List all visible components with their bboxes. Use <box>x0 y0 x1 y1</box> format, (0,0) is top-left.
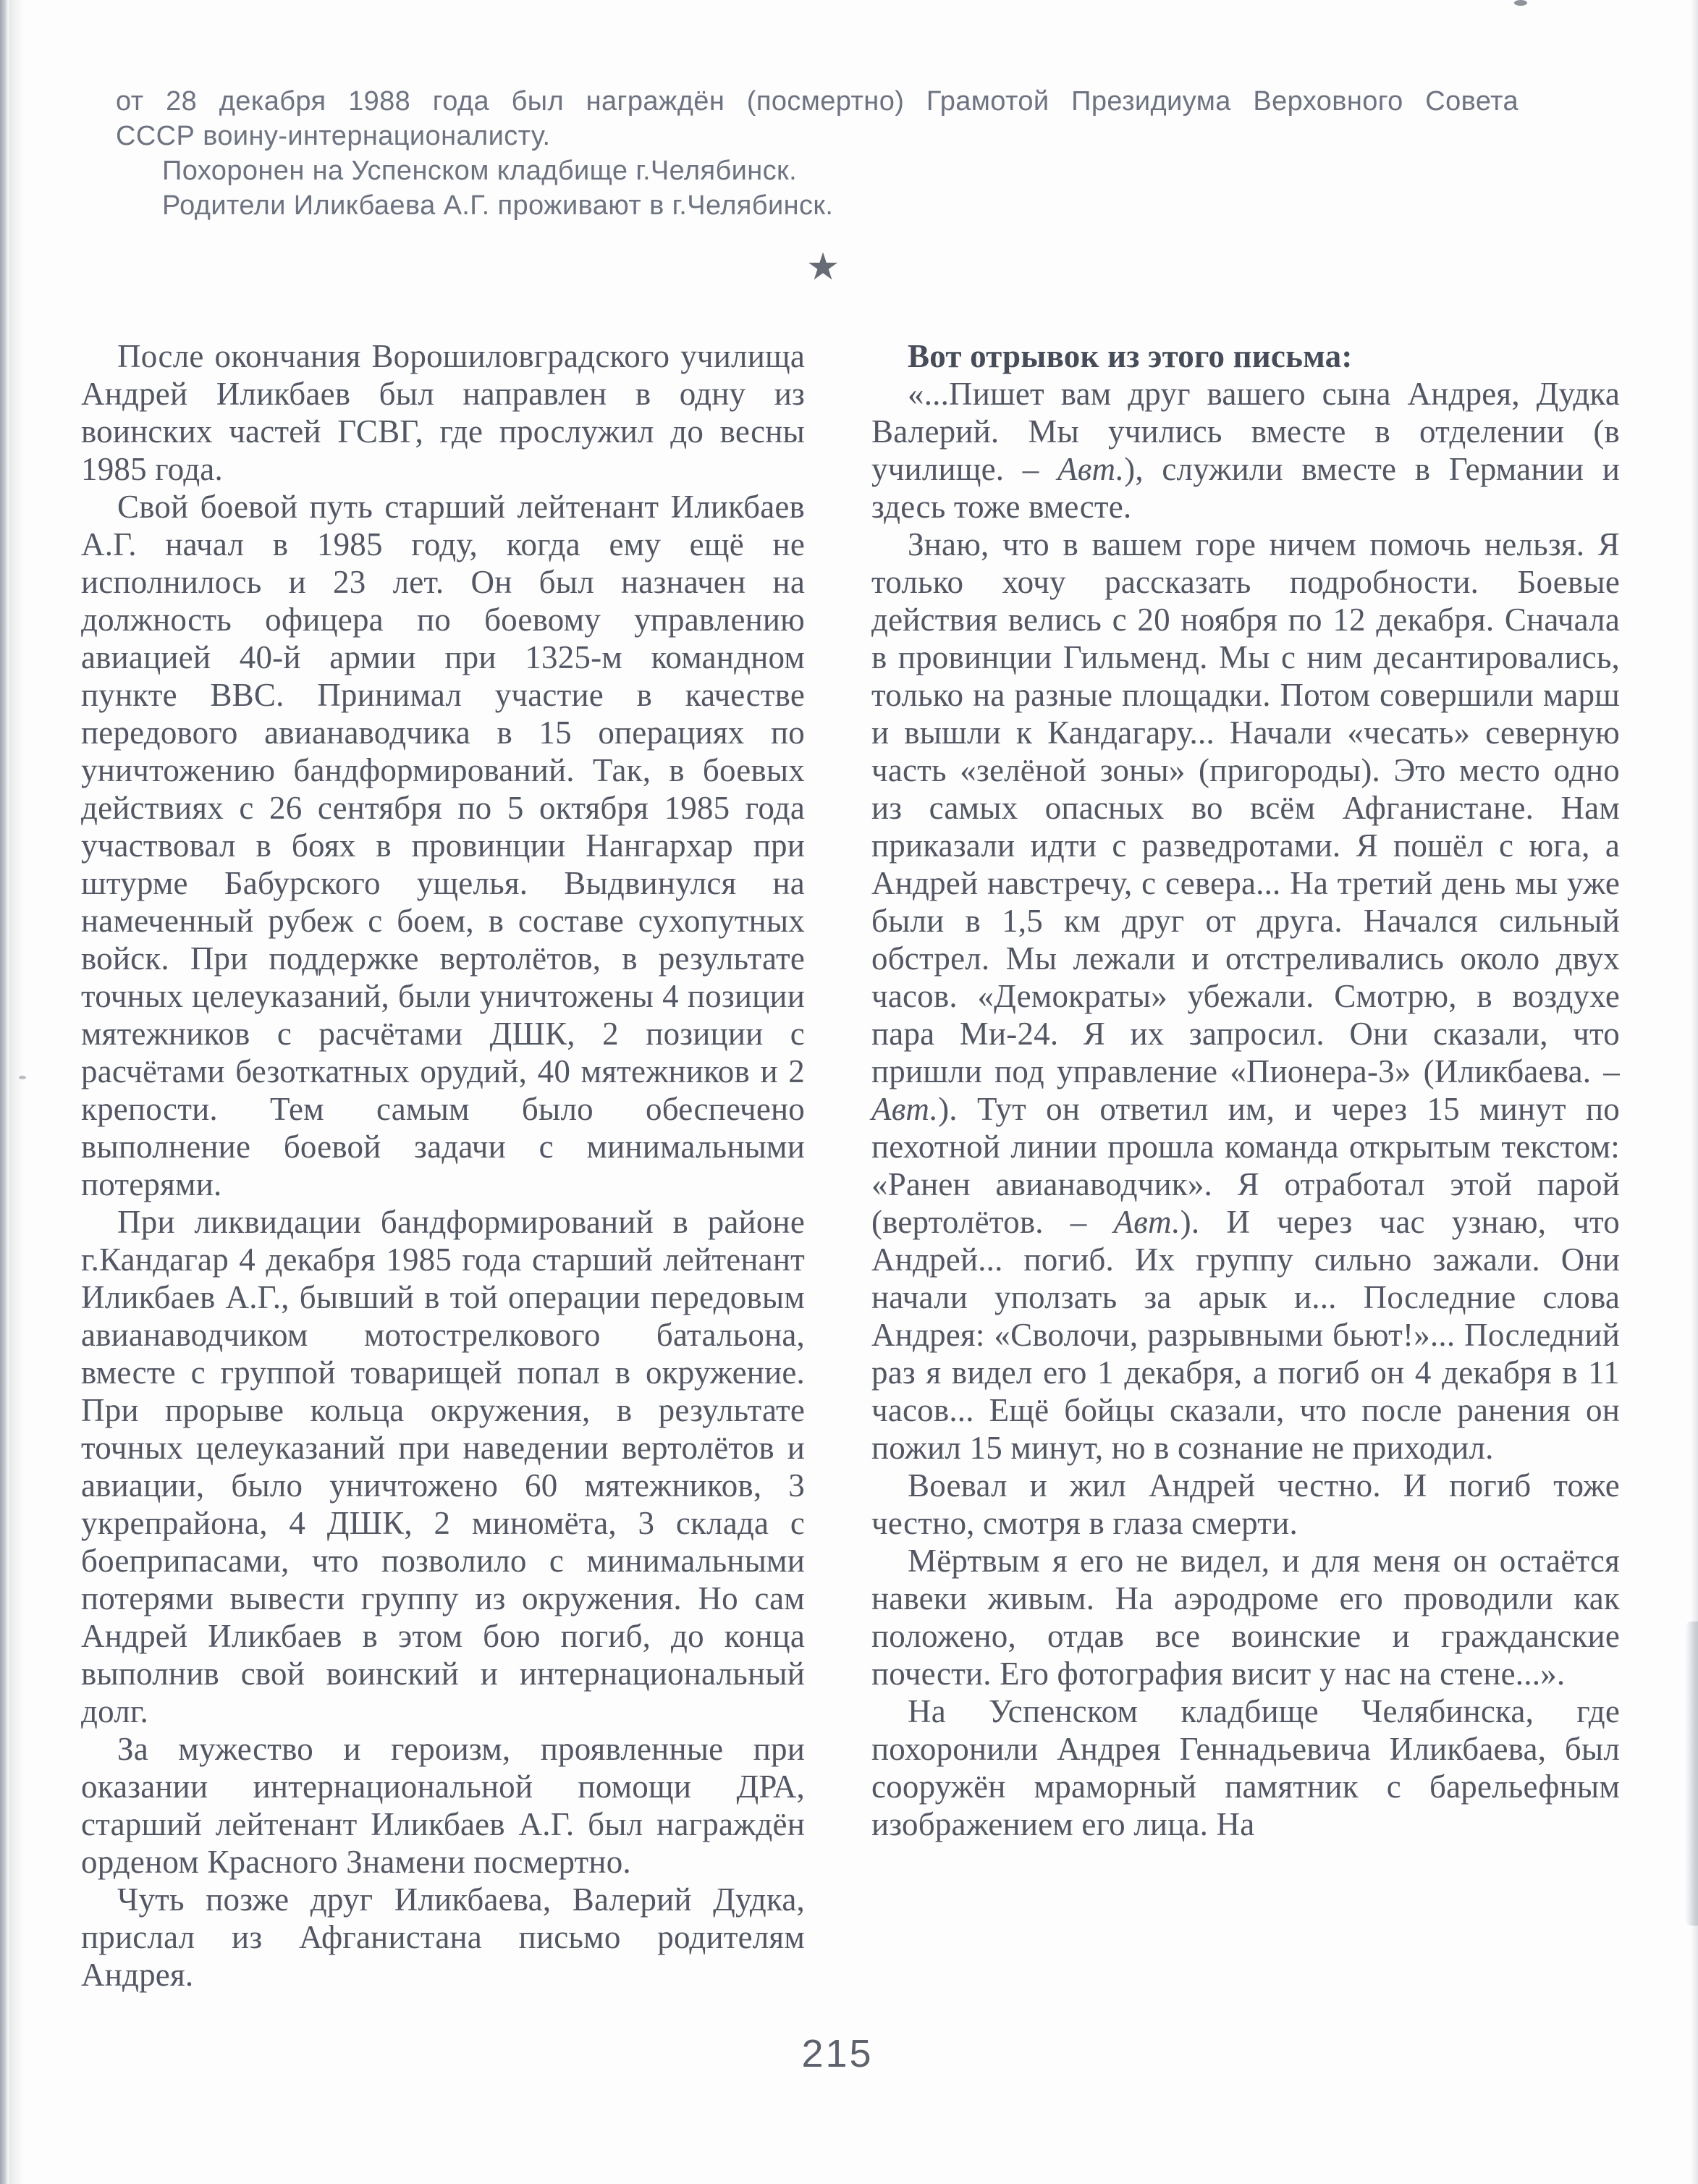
paragraph <box>871 1692 1620 1843</box>
text-segment: ), служили вместе в Германии и здесь тоже вместе. <box>871 451 1620 525</box>
text-segment: Знаю, что в вашем горе ничем помочь нельзя. Я только хочу рассказать подробности. Боевые действия велись с 20 ноября по 12 декабря. Сначала в провинции Гильменд. Мы с ним десантировались, только на разные площадки. Потом совершили марш и вышли к Кандагару... Начали «чесать» северную часть «зелёной зоны» (пригороды). Это место одно из самых опасных во всём Афганистане. Нам приказали идти с разведротами. Я пошёл с юга, а Андрей навстречу, с севера... На третий день мы уже были в 1,5 км друг от друга. Начался сильный обстрел. Мы лежали и отстреливались около двух часов. «Демократы» убежали. Смотрю, в воздухе пара Ми-24. Я их запросил. Они сказали, что пришли под управление «Пионера-3» (Иликбаева. – <box>871 526 1620 1089</box>
text-segment: Вот отрывок из этого письма: <box>908 338 1353 374</box>
scan-artifact-speck <box>1514 0 1527 6</box>
paragraph <box>871 526 1620 1467</box>
scan-edge-left <box>0 0 9 2184</box>
section-divider <box>81 249 1565 287</box>
paragraph <box>81 488 805 1203</box>
scan-edge-left-band <box>9 0 23 2184</box>
header-line: от 28 декабря 1988 года был награждён (посмертно) Грамотой Президиума Верховного Совета <box>116 86 1519 117</box>
paragraph <box>81 1730 805 1881</box>
paragraph <box>81 1203 805 1730</box>
paragraph <box>81 1881 805 1994</box>
text-segment: ). И через час узнаю, что Андрей... погиб. Их группу сильно зажали. Они начали уползать за арык и... Последние слова Андрея: «Сволочи, разрывными бьют!»... Последний раз я видел его 1 декабря, а погиб он 4 декабря в 11 часов... Ещё бойцы сказали, что после ранения он пожил 15 минут, но в сознание не приходил. <box>871 1204 1621 1466</box>
scan-artifact-speck <box>19 1076 26 1079</box>
author-note-italic: Авт. <box>1057 451 1125 487</box>
text-segment: ). Тут он ответил им, и через 15 минут по пехотной линии прошла команда открытым текстом: «Ранен авианаводчик». Я отработал этой парой (вертолётов. – <box>871 1091 1620 1240</box>
letter-excerpt-heading <box>871 337 1620 375</box>
left-column <box>81 337 805 1994</box>
text-segment: На Успенском кладбище Челябинска, где похоронили Андрея Геннадьевича Иликбаева, был сооружён мраморный памятник с барельефным изображением его лица. На <box>871 1693 1620 1842</box>
author-note-italic: Авт. <box>1113 1204 1180 1240</box>
text-segment: Воевал и жил Андрей честно. И погиб тоже честно, смотря в глаза смерти. <box>871 1467 1620 1541</box>
text-segment: Свой боевой путь старший лейтенант Иликбаев А.Г. начал в 1985 году, когда ему ещё не исполнилось и 23 лет. Он был назначен на должность офицера по боевому управлению авиацией 40-й армии при 1325-м командном пункте ВВС. Принимал участие в качестве передового авианаводчика в 15 операциях по уничтожению бандформирований. Так, в боевых действиях с 26 сентября по 5 октября 1985 года участвовал в боях в провинции Нангархар при штурме Бабурского ущелья. Выдвинулся на намеченный рубеж с боем, в составе сухопутных войск. При поддержке вертолётов, в результате точных целеуказаний, были уничтожены 4 позиции мятежников с расчётами ДШК, 2 позиции с расчётами безоткатных орудий, 40 мятежников и 2 крепости. Тем самым было обеспечено выполнение боевой задачи с минимальными потерями. <box>81 489 805 1202</box>
paragraph <box>871 1542 1620 1692</box>
paragraph <box>871 375 1620 526</box>
continuation-text-block <box>116 84 1519 223</box>
star-divider-icon: ★ <box>806 247 840 288</box>
scan-artifact-streak <box>1685 1622 1698 1926</box>
paragraph <box>81 337 805 488</box>
right-column <box>871 337 1620 1994</box>
header-line: Родители Иликбаева А.Г. проживают в г.Челябинск. <box>162 190 834 221</box>
page-number: 215 <box>801 2032 874 2075</box>
paragraph <box>871 1467 1620 1542</box>
text-segment: За мужество и героизм, проявленные при оказании интернациональной помощи ДРА, старший лейтенант Иликбаев А.Г. был награждён орденом Красного Знамени посмертно. <box>81 1731 805 1880</box>
text-segment: При ликвидации бандформирований в районе г.Кандагар 4 декабря 1985 года старший лейтенант Иликбаев А.Г., бывший в той операции передовым авианаводчиком мотострелкового батальона, вместе с группой товарищей попал в окружение. При прорыве кольца окружения, в результате точных целеуказаний при наведении вертолётов и авиации, было уничтожено 60 мятежников, 3 укрепрайона, 4 ДШК, 2 миномёта, 3 склада с боеприпасами, что позволило с минимальными потерями вывести группу из окружения. Но сам Андрей Иликбаев в этом бою погиб, до конца выполнив свой воинский и интернациональный долг. <box>81 1204 805 1729</box>
author-note-italic: Авт. <box>871 1091 939 1127</box>
text-segment: Мёртвым я его не видел, и для меня он остаётся навеки живым. На аэродроме его проводили как положено, отдав все воинские и гражданские почести. Его фотография висит у нас на стене...». <box>871 1543 1620 1692</box>
header-line: Похоронен на Успенском кладбище г.Челябинск. <box>162 156 798 186</box>
text-segment: После окончания Ворошиловградского училища Андрей Иликбаев был направлен в одну из воинских частей ГСВГ, где прослужил до весны 1985 года. <box>81 338 805 487</box>
text-segment: «...Пишет вам друг вашего сына Андрея, Дудка Валерий. Мы учились вместе в отделении (в училище. – <box>871 376 1620 487</box>
text-segment: Чуть позже друг Иликбаева, Валерий Дудка, прислал из Афганистана письмо родителям Андрея. <box>81 1881 805 1993</box>
two-column-text <box>81 337 1620 1994</box>
header-line: СССР воину-интернационалисту. <box>116 121 551 151</box>
